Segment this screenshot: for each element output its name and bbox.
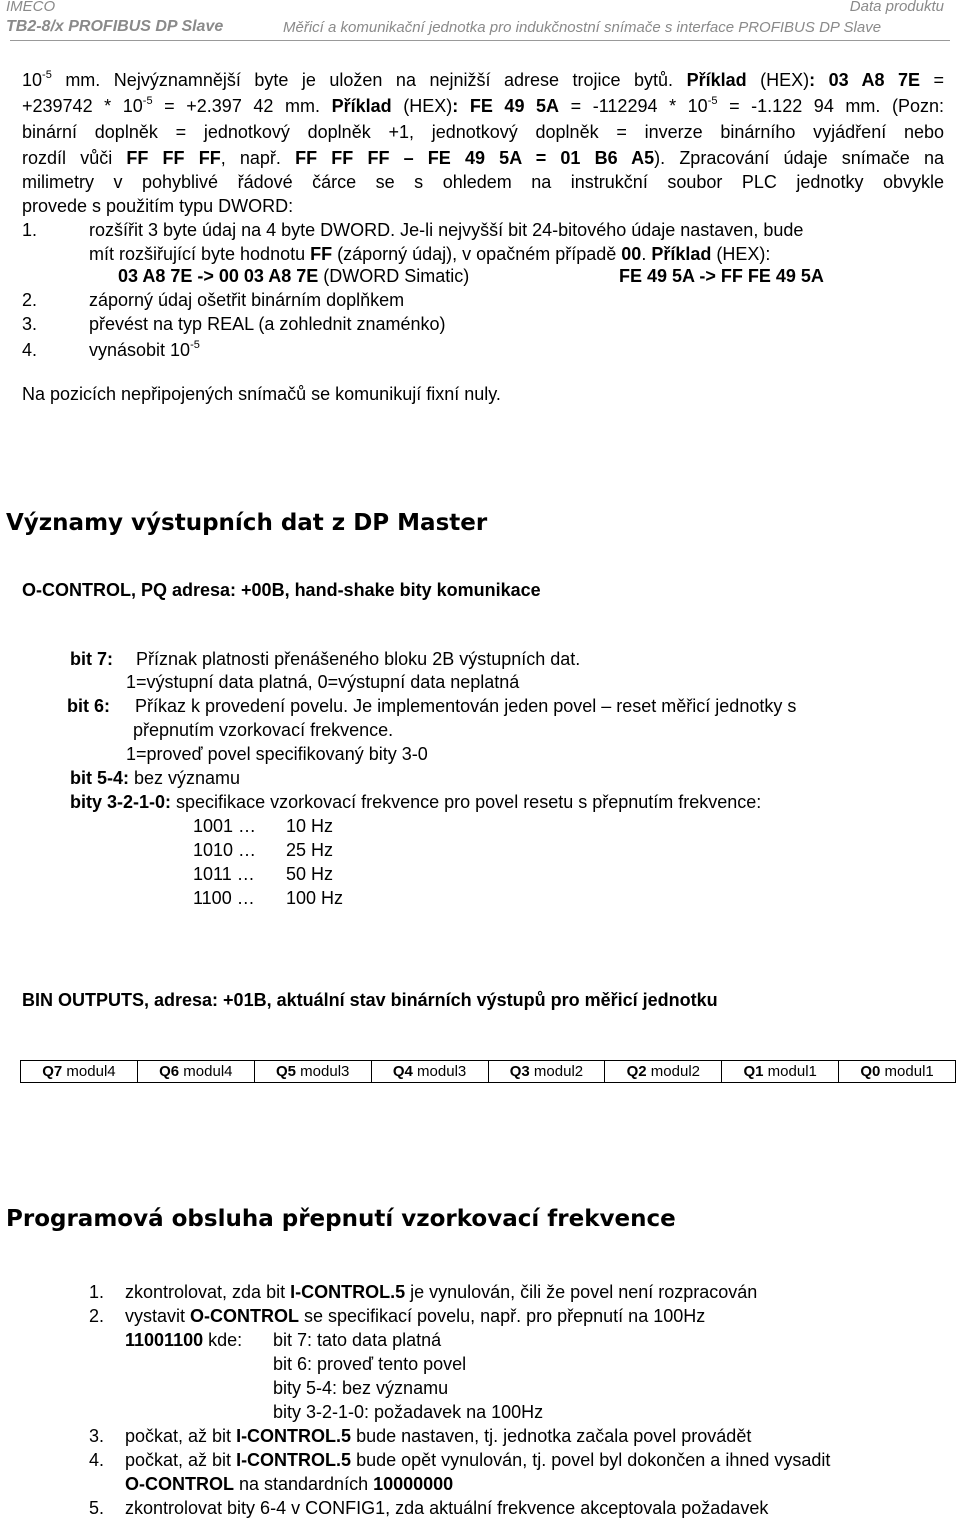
step-3-num: 3. <box>22 314 38 334</box>
s4-text-2: O-CONTROL na standardních 10000000 <box>125 1474 454 1494</box>
bin-outputs-table <box>20 1060 956 1083</box>
table-row <box>21 1061 956 1083</box>
freq-value: 100 Hz <box>286 888 344 908</box>
s5-text: zkontrolovat bity 6-4 v CONFIG1, zda aktuální frekvence akceptovala požadavek <box>125 1498 769 1518</box>
bit-cell: Q1 modul1 <box>722 1061 839 1083</box>
intro-note: Na pozicích nepřipojených snímačů se komunikují fixní nuly. <box>22 384 501 404</box>
freq-value: 10 Hz <box>286 816 334 836</box>
step-1-text: rozšířit 3 byte údaj na 4 byte DWORD. Je-li nejvyšší bit 24-bitového údaje nastaven, bude <box>89 220 804 240</box>
s1-num: 1. <box>89 1282 105 1302</box>
bit-cell: Q7 modul4 <box>21 1061 138 1083</box>
step-1-num: 1. <box>22 220 38 240</box>
s2-detail: bity 5-4: bez významu <box>273 1378 449 1398</box>
bit6-sub: 1=proveď povel specifikovaný bity 3-0 <box>126 744 428 764</box>
s5-num: 5. <box>89 1498 105 1518</box>
step-2-num: 2. <box>22 290 38 310</box>
bit-cell: Q3 modul2 <box>488 1061 605 1083</box>
freq-code: 1100 … <box>193 888 255 908</box>
step-2-text: záporný údaj ošetřit binárním doplňkem <box>89 290 405 310</box>
header-doc-type: Data produktu <box>849 0 944 15</box>
ocontrol-heading: O-CONTROL, PQ adresa: +00B, hand-shake bity komunikace <box>22 580 541 600</box>
header-rule <box>10 40 950 41</box>
s2-code: 11001100 kde: <box>125 1330 243 1350</box>
intro-line-2: $+239742 * 10^{-5} = +2.397$ 42 mm. Příklad (HEX): FE 49 $5A = -112294 * 10^{-5} = -1.122$ 94 mm. (Pozn: <box>22 95 945 116</box>
intro-line-1: $10^{-5}$ mm. Nejvýznamnější byte je uložen na nejnižší adrese trojice bytů. Příklad (HEX): 03 A8 7E = <box>22 69 944 90</box>
intro-line-6: provede s použitím typu DWORD: <box>22 196 294 216</box>
step-4-num: 4. <box>22 340 38 360</box>
s2-detail: bit 6: proveď tento povel <box>273 1354 467 1374</box>
s3-text: počkat, až bit I-CONTROL.5 bude nastaven, tj. jednotka začala povel provádět <box>125 1426 752 1446</box>
s2-detail: bity 3-2-1-0: požadavek na 100Hz <box>273 1402 544 1422</box>
s3-num: 3. <box>89 1426 105 1446</box>
step-1-text-2: mít rozšiřující byte hodnotu FF (záporný údaj), v opačném případě 00. Příklad (HEX): <box>89 244 771 264</box>
s2-num: 2. <box>89 1306 105 1326</box>
bin-outputs-heading: BIN OUTPUTS, adresa: +01B, aktuální stav binárních výstupů pro měřicí jednotku <box>22 990 718 1010</box>
header-company: IMECO <box>6 0 56 15</box>
step-4-text: vynásobit $10^{-5}$ <box>89 339 200 360</box>
freq-code: 1010 … <box>193 840 257 860</box>
freq-value: 25 Hz <box>286 840 334 860</box>
bit7-text: Příznak platnosti přenášeného bloku 2B výstupních dat. <box>136 649 581 669</box>
bit-cell: Q0 modul1 <box>839 1061 956 1083</box>
bit-cell: Q2 modul2 <box>605 1061 722 1083</box>
intro-line-5: milimetry v pohyblivé řádové čárce se s ohledem na instrukční soubor PLC jednotky obvykle <box>22 172 944 192</box>
s2-detail: bit 7: tato data platná <box>273 1330 442 1350</box>
freq-code: 1001 … <box>193 816 257 836</box>
intro-line-4: rozdíl vůči FF FF FF, např. FF FF FF – FE 49 5A = 01 B6 A5). Zpracování údaje snímače na <box>22 148 944 168</box>
bit6-label: bit 6: <box>67 696 110 716</box>
s4-num: 4. <box>89 1450 105 1470</box>
s4-text: počkat, až bit I-CONTROL.5 bude opět vynulován, tj. povel byl dokončen a ihned vysadit <box>125 1450 831 1470</box>
step-1-example-a: 03 A8 7E -> 00 03 A8 7E (DWORD Simatic) <box>118 266 470 286</box>
bit-cell: Q5 modul3 <box>254 1061 371 1083</box>
header-subtitle: Měřicí a komunikační jednotka pro indukčnostní snímače s interface PROFIBUS DP Slave <box>283 19 882 36</box>
bity3210-line: bity 3-2-1-0: specifikace vzorkovací frekvence pro povel resetu s přepnutím frekvence: <box>70 792 762 812</box>
step-3-text: převést na typ REAL (a zohlednit znaménko) <box>89 314 446 334</box>
bit-cell: Q6 modul4 <box>137 1061 254 1083</box>
s2-text: vystavit O-CONTROL se specifikací povelu, např. pro přepnutí na 100Hz <box>125 1306 706 1326</box>
freq-value: 50 Hz <box>286 864 334 884</box>
bit6-text: Příkaz k provedení povelu. Je implementován jeden povel – reset měřicí jednotky s <box>135 696 797 716</box>
section-2-title: Programová obsluha přepnutí vzorkovací frekvence <box>6 1206 676 1232</box>
header-product: TB2-8/x PROFIBUS DP Slave <box>6 18 224 35</box>
bit7-sub: 1=výstupní data platná, 0=výstupní data neplatná <box>126 672 520 692</box>
bit6-text-2: přepnutím vzorkovací frekvence. <box>133 720 394 740</box>
bit-cell: Q4 modul3 <box>371 1061 488 1083</box>
freq-code: 1011 … <box>193 864 255 884</box>
bit7-label: bit 7: <box>70 649 113 669</box>
step-1-example-b: FE 49 5A -> FF FE 49 5A <box>619 266 824 286</box>
section-1-title: Významy výstupních dat z DP Master <box>6 510 488 536</box>
intro-line-3: binární doplněk = jednotkový doplněk +1, jednotkový doplněk = inverze binárního vyjádření nebo <box>22 122 944 142</box>
bit54-line: bit 5-4: bez významu <box>70 768 241 788</box>
s1-text: zkontrolovat, zda bit I-CONTROL.5 je vynulován, čili že povel není rozpracován <box>125 1282 758 1302</box>
